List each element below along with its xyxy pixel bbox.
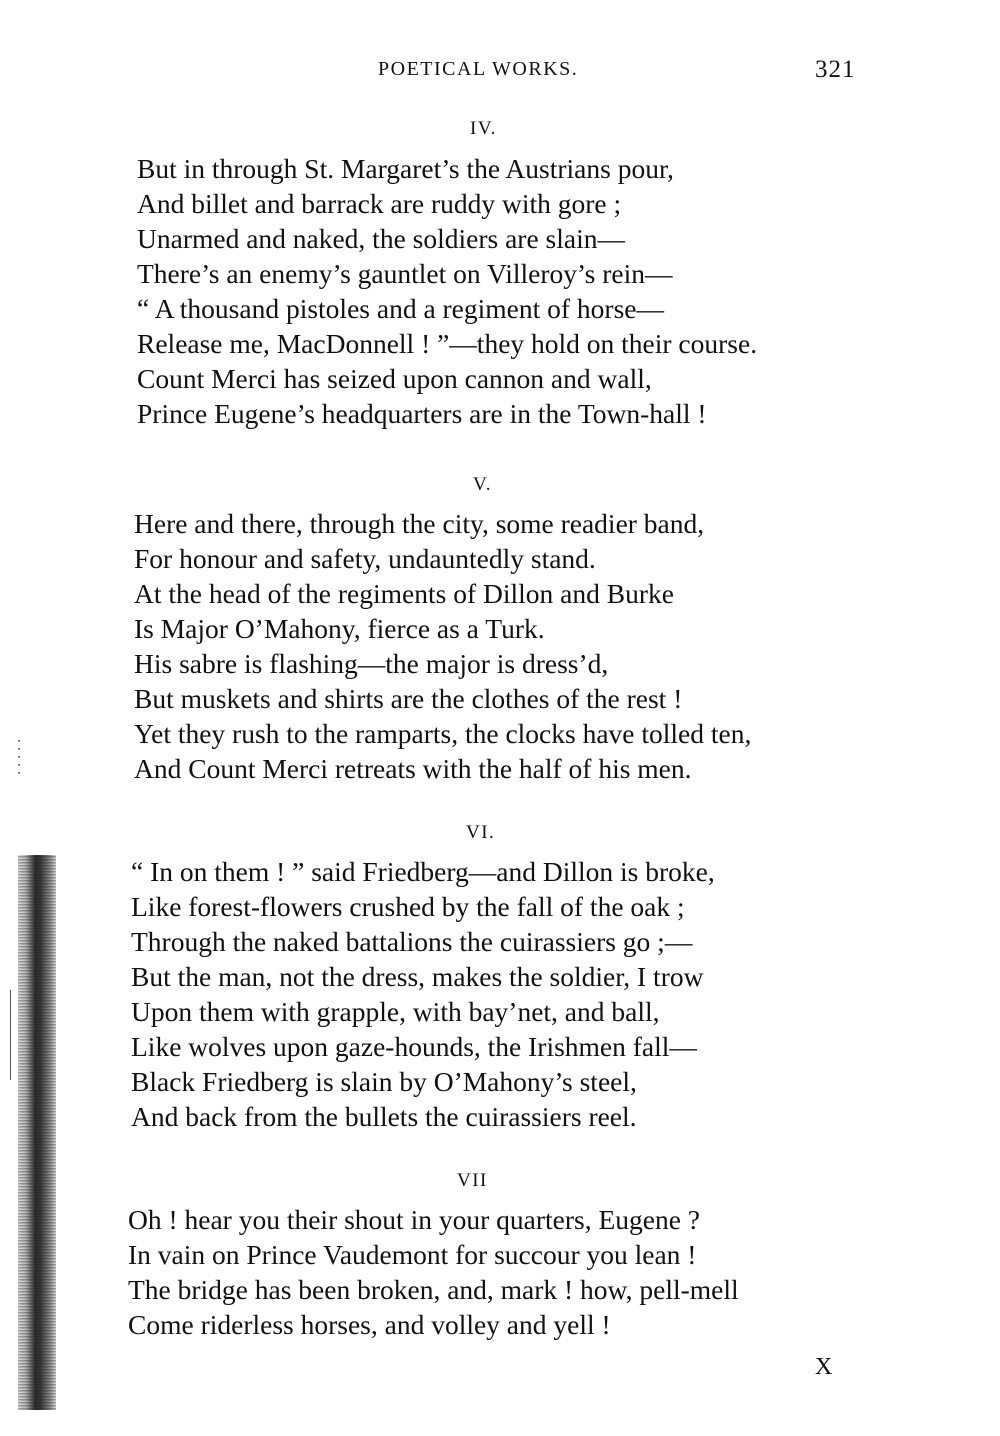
poem-line: And billet and barrack are ruddy with gore ; bbox=[137, 188, 622, 219]
binding-speckle bbox=[18, 740, 20, 780]
poem-line: Like wolves upon gaze-hounds, the Irishmen fall— bbox=[131, 1031, 697, 1062]
poem-line: “ In on them ! ” said Friedberg—and Dillon is broke, bbox=[131, 856, 715, 887]
poem-line: His sabre is flashing—the major is dress’d, bbox=[134, 648, 609, 679]
poem-line: And Count Merci retreats with the half of his men. bbox=[134, 753, 692, 784]
poem-line: And back from the bullets the cuirassiers reel. bbox=[131, 1101, 637, 1132]
poem-line: But in through St. Margaret’s the Austrians pour, bbox=[137, 153, 674, 184]
poem-line: There’s an enemy’s gauntlet on Villeroy’s rein— bbox=[137, 258, 673, 289]
poem-line: At the head of the regiments of Dillon and Burke bbox=[134, 578, 674, 609]
stanza-number-4: IV. bbox=[470, 118, 497, 139]
poem-line: Is Major O’Mahony, fierce as a Turk. bbox=[134, 613, 545, 644]
poem-line: The bridge has been broken, and, mark ! how, pell-mell bbox=[128, 1274, 739, 1305]
running-head bbox=[0, 56, 1000, 86]
poem-line: But the man, not the dress, makes the soldier, I trow bbox=[131, 961, 704, 992]
poem-line: Prince Eugene’s headquarters are in the Town-hall ! bbox=[137, 398, 707, 429]
running-title: POETICAL WORKS. bbox=[378, 58, 579, 80]
poem-line: Release me, MacDonnell ! ”—they hold on their course. bbox=[137, 328, 758, 359]
poem-line: But muskets and shirts are the clothes of the rest ! bbox=[134, 683, 683, 714]
poem-line: Black Friedberg is slain by O’Mahony’s steel, bbox=[131, 1066, 637, 1097]
signature-mark: X bbox=[815, 1354, 833, 1380]
poem-line: Like forest-flowers crushed by the fall of the oak ; bbox=[131, 891, 685, 922]
poem-line: In vain on Prince Vaudemont for succour you lean ! bbox=[128, 1239, 697, 1270]
poem-line: Come riderless horses, and volley and yell ! bbox=[128, 1309, 611, 1340]
poem-line: Through the naked battalions the cuirassiers go ;— bbox=[131, 926, 693, 957]
poem-line: Count Merci has seized upon cannon and wall, bbox=[137, 363, 652, 394]
poem-line: “ A thousand pistoles and a regiment of horse— bbox=[137, 293, 664, 324]
stanza-number-5: V. bbox=[473, 474, 493, 495]
poem-line: Yet they rush to the ramparts, the clocks have tolled ten, bbox=[134, 718, 752, 749]
poem-line: Unarmed and naked, the soldiers are slain— bbox=[137, 223, 625, 254]
stanza-number-7: VII bbox=[457, 1170, 488, 1191]
binding-rule bbox=[10, 990, 11, 1080]
stanza-number-6: VI. bbox=[466, 822, 496, 843]
binding-edge-shadow bbox=[18, 855, 56, 1410]
poem-line: Upon them with grapple, with bay’net, and ball, bbox=[131, 996, 660, 1027]
poem-line: Here and there, through the city, some readier band, bbox=[134, 508, 705, 539]
poem-line: For honour and safety, undauntedly stand. bbox=[134, 543, 596, 574]
poem-line: Oh ! hear you their shout in your quarters, Eugene ? bbox=[128, 1204, 700, 1235]
page-number: 321 bbox=[815, 56, 856, 83]
